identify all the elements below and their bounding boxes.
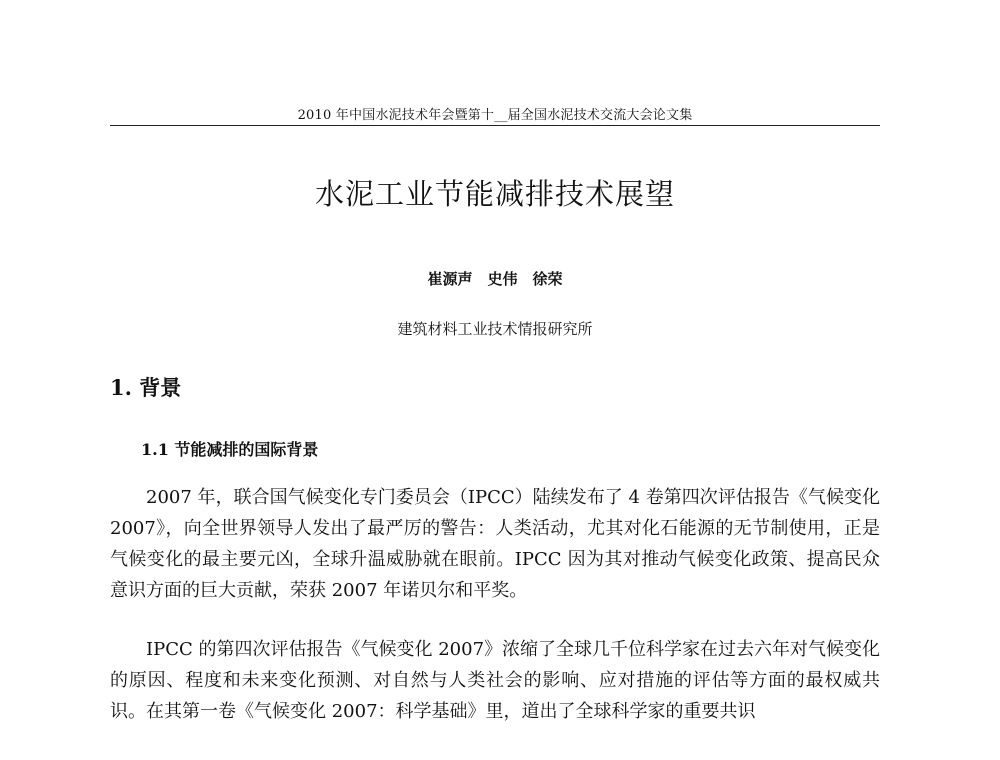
subsection-heading: 1.1 节能减排的国际背景 (141, 440, 319, 459)
header-rule (110, 125, 880, 126)
body-paragraph: 2007 年，联合国气候变化专门委员会（IPCC）陆续发布了 4 卷第四次评估报告《气候变化 2007》，向全世界领导人发出了最严厉的警告：人类活动，尤其对化石能源的无节制使用，正是气候变化的最主要元凶，全球升温威胁就在眼前。IPCC 因为其对推动气候变化政策、提高民众意识方面的巨大贡献，荣获 2007 年诺贝尔和平奖。 (110, 487, 880, 601)
authors: 崔源声 史伟 徐荣 (427, 270, 563, 288)
affiliation: 建筑材料工业技术情报研究所 (397, 320, 593, 338)
running-header: 2010 年中国水泥技术年会暨第十__届全国水泥技术交流大会论文集 (297, 108, 693, 123)
body-paragraph: IPCC 的第四次评估报告《气候变化 2007》浓缩了全球几千位科学家在过去六年对气候变化的原因、程度和未来变化预测、对自然与人类社会的影响、应对措施的评估等方面的最权威共识。在其第一卷《气候变化 2007：科学基础》里，道出了全球科学家的重要共识 (110, 639, 881, 722)
paper-title: 水泥工业节能减排技术展望 (314, 177, 675, 211)
section-heading: 1. 背景 (110, 375, 182, 400)
